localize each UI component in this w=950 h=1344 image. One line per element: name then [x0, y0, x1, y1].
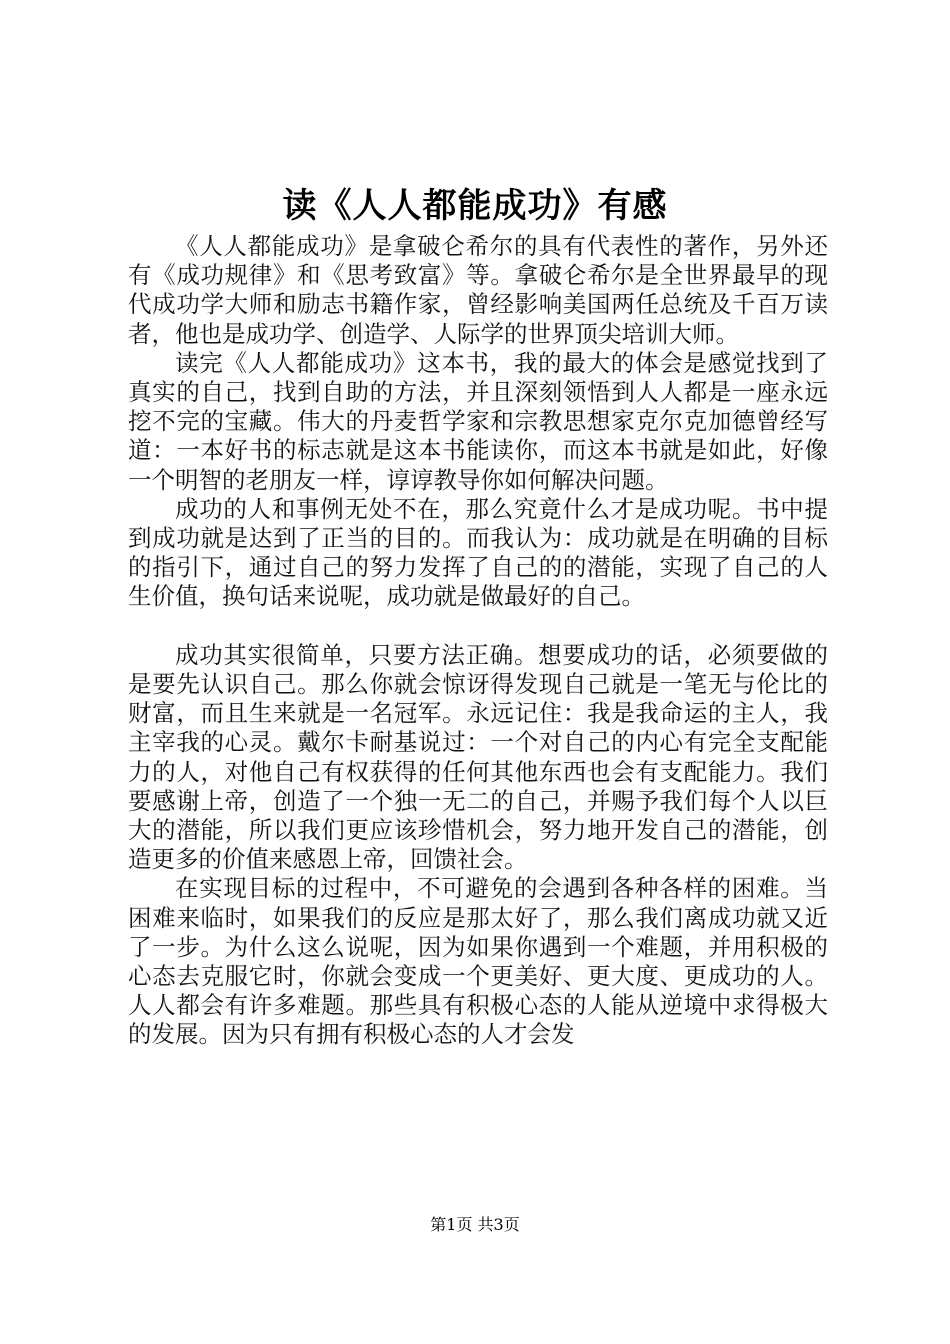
page-number-footer: 第1页 共3页	[430, 1215, 520, 1234]
paragraph-4: 成功其实很简单，只要方法正确。想要成功的话，必须要做的是要先认识自己。那么你就会惊讶得发现自己就是一笔无与伦比的财富，而且生来就是一名冠军。永远记住：我是我命运的主人，我主宰我的心灵。戴尔卡耐基说过：一个对自己的内心有完全支配能力的人，对他自己有权获得的任何其他东西也会有支配能力。我们要感谢上帝，创造了一个独一无二的自己，并赐予我们每个人以巨大的潜能，所以我们更应该珍惜机会，努力地开发自己的潜能，创造更多的价值来感恩上帝，回馈社会。	[128, 640, 828, 874]
document-title: 读《人人都能成功》有感	[282, 186, 668, 226]
paragraph-5: 在实现目标的过程中，不可避免的会遇到各种各样的困难。当困难来临时，如果我们的反应是那太好了，那么我们离成功就又近了一步。为什么这么说呢，因为如果你遇到一个难题，并用积极的心态去克服它时，你就会变成一个更美好、更大度、更成功的人。人人都会有许多难题。那些具有积极心态的人能从逆境中求得极大的发展。因为只有拥有积极心态的人才会发	[128, 874, 828, 1049]
paragraph-3: 成功的人和事例无处不在，那么究竟什么才是成功呢。书中提到成功就是达到了正当的目的。而我认为：成功就是在明确的目标的指引下，通过自己的努力发挥了自己的的潜能，实现了自己的人生价值，换句话来说呢，成功就是做最好的自己。	[128, 494, 828, 611]
document-body	[128, 232, 828, 1050]
paragraph-2: 读完《人人都能成功》这本书，我的最大的体会是感觉找到了真实的自己，找到自助的方法，并且深刻领悟到人人都是一座永远挖不完的宝藏。伟大的丹麦哲学家和宗教思想家克尔克加德曾经写道：一本好书的标志就是这本书能读你，而这本书就是如此，好像一个明智的老朋友一样，谆谆教导你如何解决问题。	[128, 348, 828, 494]
paragraph-1: 《人人都能成功》是拿破仑希尔的具有代表性的著作，另外还有《成功规律》和《思考致富》等。拿破仑希尔是全世界最早的现代成功学大师和励志书籍作家，曾经影响美国两任总统及千百万读者，他也是成功学、创造学、人际学的世界顶尖培训大师。	[128, 232, 828, 348]
